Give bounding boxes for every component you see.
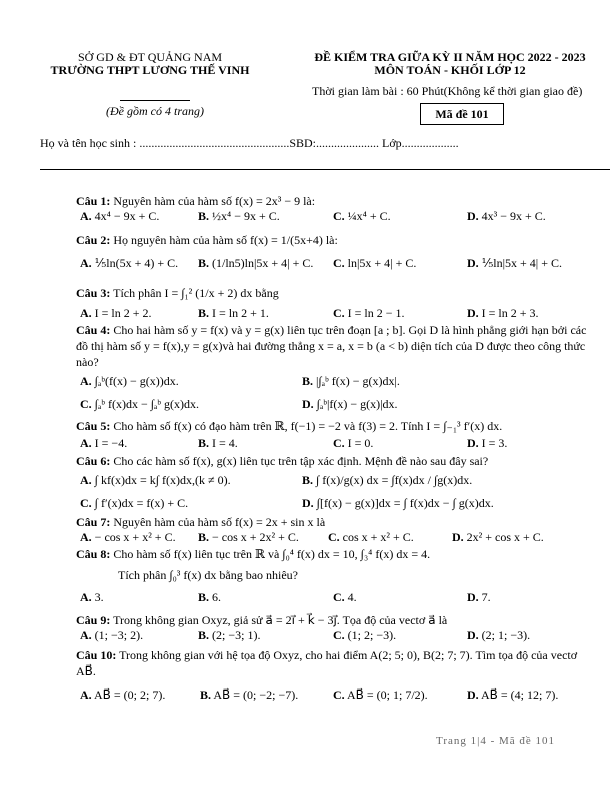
school-name: TRƯỜNG THPT LƯƠNG THẾ VINH <box>50 63 250 77</box>
question-text: Cho hàm số f(x) liên tục trên ℝ và ∫₀⁴ f(x) dx = 10, ∫₃⁴ f(x) dx = 4. <box>110 547 431 561</box>
options-q10 <box>80 688 610 704</box>
option-c[interactable]: C. ln|5x + 4| + C. <box>333 256 417 270</box>
option-d[interactable]: D. AB⃗ = (4; 12; 7). <box>467 688 559 702</box>
option-c[interactable]: C. (1; 2; −3). <box>333 628 397 642</box>
option-b[interactable]: B. ½x⁴ − 9x + C. <box>198 209 280 223</box>
options-q4-row1 <box>80 374 600 390</box>
option-a[interactable]: A. ∫ₐᵇ(f(x) − g(x))dx. <box>80 374 179 388</box>
option-a[interactable]: A. − cos x + x² + C. <box>80 530 176 544</box>
question-4 <box>76 322 593 370</box>
option-b[interactable]: B. − cos x + 2x² + C. <box>198 530 299 544</box>
exam-title: ĐỀ KIỂM TRA GIỮA KỲ II NĂM HỌC 2022 - 2023 <box>314 50 586 64</box>
question-label: Câu 4: <box>76 323 111 337</box>
question-5 <box>76 418 593 434</box>
option-a[interactable]: A. ⅕ln(5x + 4) + C. <box>80 256 179 270</box>
question-6 <box>76 453 593 469</box>
page-footer: Trang 1|4 - Mã đề 101 <box>436 735 556 747</box>
question-8 <box>76 546 593 562</box>
option-a[interactable]: A. 4x⁴ − 9x + C. <box>80 209 160 223</box>
option-b[interactable]: B. I = ln 2 + 1. <box>198 306 269 320</box>
exam-time: Thời gian làm bài : 60 Phút(Không kể thời gian giao đề) <box>312 84 583 98</box>
option-a[interactable]: A. I = ln 2 + 2. <box>80 306 152 320</box>
question-2 <box>76 232 593 248</box>
question-text: Nguyên hàm của hàm số f(x) = 2x³ − 9 là: <box>110 194 316 208</box>
dept-name: SỞ GD & ĐT QUẢNG NAM <box>77 50 223 64</box>
question-7 <box>76 514 593 530</box>
option-a[interactable]: A. ∫ kf(x)dx = k∫ f(x)dx,(k ≠ 0). <box>80 473 231 487</box>
question-text: Trong không gian Oxyz, giả sử a⃗ = 2i⃗ + k⃗ − 3j⃗. Tọa độ của vectơ a⃗ là <box>110 613 448 627</box>
question-label: Câu 5: <box>76 419 111 433</box>
option-a[interactable]: A. AB⃗ = (0; 2; 7). <box>80 688 166 702</box>
question-9 <box>76 612 593 628</box>
option-a[interactable]: A. (1; −3; 2). <box>80 628 144 642</box>
options-q9 <box>80 628 600 644</box>
option-a[interactable]: A. I = −4. <box>80 436 128 450</box>
question-text: Trong không gian với hệ tọa độ Oxyz, cho hai điểm A(2; 5; 0), B(2; 7; 7). Tìm tọa độ của vectơ AB⃗. <box>76 648 578 678</box>
option-d[interactable]: D. (2; 1; −3). <box>467 628 531 642</box>
options-q3 <box>80 306 600 322</box>
exam-subject: MÔN TOÁN - KHỐI LỚP 12 <box>374 63 526 77</box>
option-b[interactable]: B. ∫ f(x)/g(x) dx = ∫f(x)dx / ∫g(x)dx. <box>302 473 473 487</box>
option-b[interactable]: B. I = 4. <box>198 436 238 450</box>
option-b[interactable]: B. 6. <box>198 590 222 604</box>
option-b[interactable]: B. AB⃗ = (0; −2; −7). <box>200 688 299 702</box>
option-c[interactable]: C. 4. <box>333 590 357 604</box>
question-label: Câu 9: <box>76 613 111 627</box>
header-divider <box>120 100 190 101</box>
question-text: Nguyên hàm của hàm số f(x) = 2x + sin x là <box>110 515 326 529</box>
question-label: Câu 2: <box>76 233 111 247</box>
exam-code-box <box>420 103 504 125</box>
option-d[interactable]: D. 2x² + cos x + C. <box>452 530 544 544</box>
question-label: Câu 10: <box>76 648 117 662</box>
options-q2 <box>80 256 600 272</box>
option-b[interactable]: B. (1/ln5)ln|5x + 4| + C. <box>198 256 314 270</box>
options-q5 <box>80 436 600 452</box>
option-c[interactable]: C. I = 0. <box>333 436 374 450</box>
options-q7 <box>80 530 600 546</box>
options-q1 <box>80 209 600 225</box>
question-1 <box>76 193 593 209</box>
option-c[interactable]: C. cos x + x² + C. <box>328 530 414 544</box>
question-text: Cho hai hàm số y = f(x) và y = g(x) liên tục trên đoạn [a ; b]. Gọi D là hình phẳng giới hạn bởi các đồ thị hàm số y = f(x),y = g(x)và hai đường thẳng x = a, x = b (a < b) diện tích của D được theo công thức nào? <box>76 323 587 369</box>
question-label: Câu 1: <box>76 194 111 208</box>
option-a[interactable]: A. 3. <box>80 590 104 604</box>
options-q6-row2 <box>80 496 600 512</box>
question-10 <box>76 647 593 679</box>
question-label: Câu 3: <box>76 286 111 300</box>
option-d[interactable]: D. I = 3. <box>467 436 508 450</box>
question-text: Cho hàm số f(x) có đạo hàm trên ℝ, f(−1) = −2 và f(3) = 2. Tính I = ∫₋₁³ f′(x) dx. <box>110 419 503 433</box>
options-q4-row2 <box>80 397 600 413</box>
header-separator <box>40 169 610 170</box>
option-d[interactable]: D. 7. <box>467 590 491 604</box>
option-c[interactable]: C. ¼x⁴ + C. <box>333 209 391 223</box>
option-b[interactable]: B. (2; −3; 1). <box>198 628 261 642</box>
question-8-subtext: Tích phân ∫₀³ f(x) dx bằng bao nhiêu? <box>118 568 299 582</box>
option-c[interactable]: C. AB⃗ = (0; 1; 7/2). <box>333 688 428 702</box>
options-q8 <box>80 590 600 606</box>
option-d[interactable]: D. I = ln 2 + 3. <box>467 306 539 320</box>
option-d[interactable]: D. ∫ₐᵇ|f(x) − g(x)|dx. <box>302 397 398 411</box>
option-c[interactable]: C. ∫ₐᵇ f(x)dx − ∫ₐᵇ g(x)dx. <box>80 397 199 411</box>
option-d[interactable]: D. ∫[f(x) − g(x)]dx = ∫ f(x)dx − ∫ g(x)dx. <box>302 496 494 510</box>
question-label: Câu 7: <box>76 515 111 529</box>
option-b[interactable]: B. |∫ₐᵇ f(x) − g(x)dx|. <box>302 374 400 388</box>
question-text: Tích phân I = ∫₁² (1/x + 2) dx bằng <box>110 286 279 300</box>
question-label: Câu 6: <box>76 454 111 468</box>
exam-code: Mã đề 101 <box>435 107 489 121</box>
pages-note: (Đề gồm có 4 trang) <box>106 104 204 118</box>
question-3 <box>76 285 593 301</box>
option-c[interactable]: C. ∫ f′(x)dx = f(x) + C. <box>80 496 189 510</box>
option-d[interactable]: D. ⅕ln|5x + 4| + C. <box>467 256 562 270</box>
options-q6-row1 <box>80 473 600 489</box>
question-text: Cho các hàm số f(x), g(x) liên tục trên tập xác định. Mệnh đề nào sau đây sai? <box>110 454 489 468</box>
question-label: Câu 8: <box>76 547 111 561</box>
option-c[interactable]: C. I = ln 2 − 1. <box>333 306 405 320</box>
question-text: Họ nguyên hàm của hàm số f(x) = 1/(5x+4) là: <box>110 233 338 247</box>
student-info-line: Họ và tên học sinh : ..................................................SBD:..................... Lớp................... <box>40 136 459 150</box>
option-d[interactable]: D. 4x³ − 9x + C. <box>467 209 546 223</box>
